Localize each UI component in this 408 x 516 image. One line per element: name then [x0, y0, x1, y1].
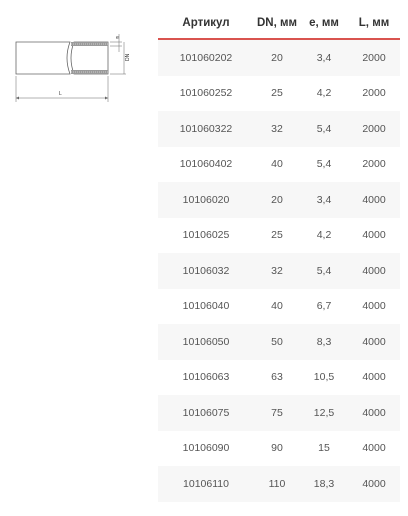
cell-dn: 32 [254, 111, 300, 147]
cell-dn: 50 [254, 324, 300, 360]
dn-dimension-label: DN [125, 53, 131, 61]
cell-l: 4000 [348, 253, 400, 289]
table-row [158, 466, 400, 502]
pipe-outline [16, 42, 70, 74]
table-header-row [158, 8, 400, 39]
cell-l: 4000 [348, 466, 400, 502]
pipe-drawing [8, 30, 138, 110]
cell-article: 10106050 [158, 324, 254, 360]
table-row [158, 360, 400, 396]
cell-article: 10106040 [182, 300, 230, 313]
cell-e: 18,3 [300, 466, 348, 502]
cell-l: 2000 [362, 158, 386, 171]
table-row [158, 289, 400, 325]
cell-e: 5,4 [300, 253, 348, 289]
cell-l: 4000 [362, 229, 386, 242]
table-row [158, 253, 400, 289]
cell-dn: 40 [271, 300, 283, 313]
pipe-cut-outline [71, 42, 108, 74]
table-row [158, 76, 400, 112]
cell-dn: 20 [254, 182, 300, 218]
cell-dn: 20 [254, 39, 300, 76]
cell-dn: 25 [271, 229, 283, 242]
table-row [158, 395, 400, 431]
cell-article: 101060322 [158, 111, 254, 147]
table-row [158, 431, 400, 467]
cell-e: 3,4 [300, 39, 348, 76]
header-l: L, мм [348, 8, 400, 39]
cell-article: 10106110 [158, 466, 254, 502]
table-row [158, 324, 400, 360]
table-row [158, 182, 400, 218]
pipe-spec-table [158, 8, 400, 502]
cell-l: 4000 [362, 371, 386, 384]
cell-l: 4000 [348, 324, 400, 360]
table-row [158, 218, 400, 254]
cell-e: 12,5 [300, 395, 348, 431]
cell-dn: 110 [254, 466, 300, 502]
cell-article: 10106075 [158, 395, 254, 431]
cell-l: 2000 [348, 39, 400, 76]
cell-dn: 75 [254, 395, 300, 431]
cell-l: 2000 [362, 87, 386, 100]
cell-dn: 90 [271, 442, 283, 455]
cell-l: 4000 [362, 300, 386, 313]
cell-e: 5,4 [300, 111, 348, 147]
cell-e: 10,5 [313, 371, 335, 384]
table-row [158, 147, 400, 183]
cell-dn: 40 [271, 158, 283, 171]
cell-article: 101060252 [179, 87, 233, 100]
cell-dn: 25 [271, 87, 283, 100]
cell-e: 15 [318, 442, 330, 455]
cell-l: 2000 [348, 111, 400, 147]
cell-l: 4000 [362, 442, 386, 455]
e-dimension-label: e [116, 35, 119, 41]
cell-e: 6,7 [316, 300, 332, 313]
cell-article: 10106090 [182, 442, 230, 455]
header-e: е, мм [300, 8, 348, 39]
l-dimension-label: L [59, 91, 62, 97]
cell-article: 10106020 [158, 182, 254, 218]
cell-article: 10106032 [158, 253, 254, 289]
table-row [158, 111, 400, 147]
header-article: Артикул [158, 8, 254, 39]
cell-e: 5,4 [316, 158, 332, 171]
cell-l: 4000 [348, 395, 400, 431]
cell-article: 101060402 [179, 158, 233, 171]
cell-dn: 63 [271, 371, 283, 384]
table-row [158, 39, 400, 76]
cell-e: 4,2 [316, 87, 332, 100]
cell-article: 10106025 [182, 229, 230, 242]
cell-article: 101060202 [158, 39, 254, 76]
cell-dn: 32 [254, 253, 300, 289]
cell-e: 3,4 [300, 182, 348, 218]
cell-article: 10106063 [182, 371, 230, 384]
cell-l: 4000 [348, 182, 400, 218]
cell-e: 4,2 [316, 229, 332, 242]
cell-e: 8,3 [300, 324, 348, 360]
header-dn: DN, мм [254, 8, 300, 39]
